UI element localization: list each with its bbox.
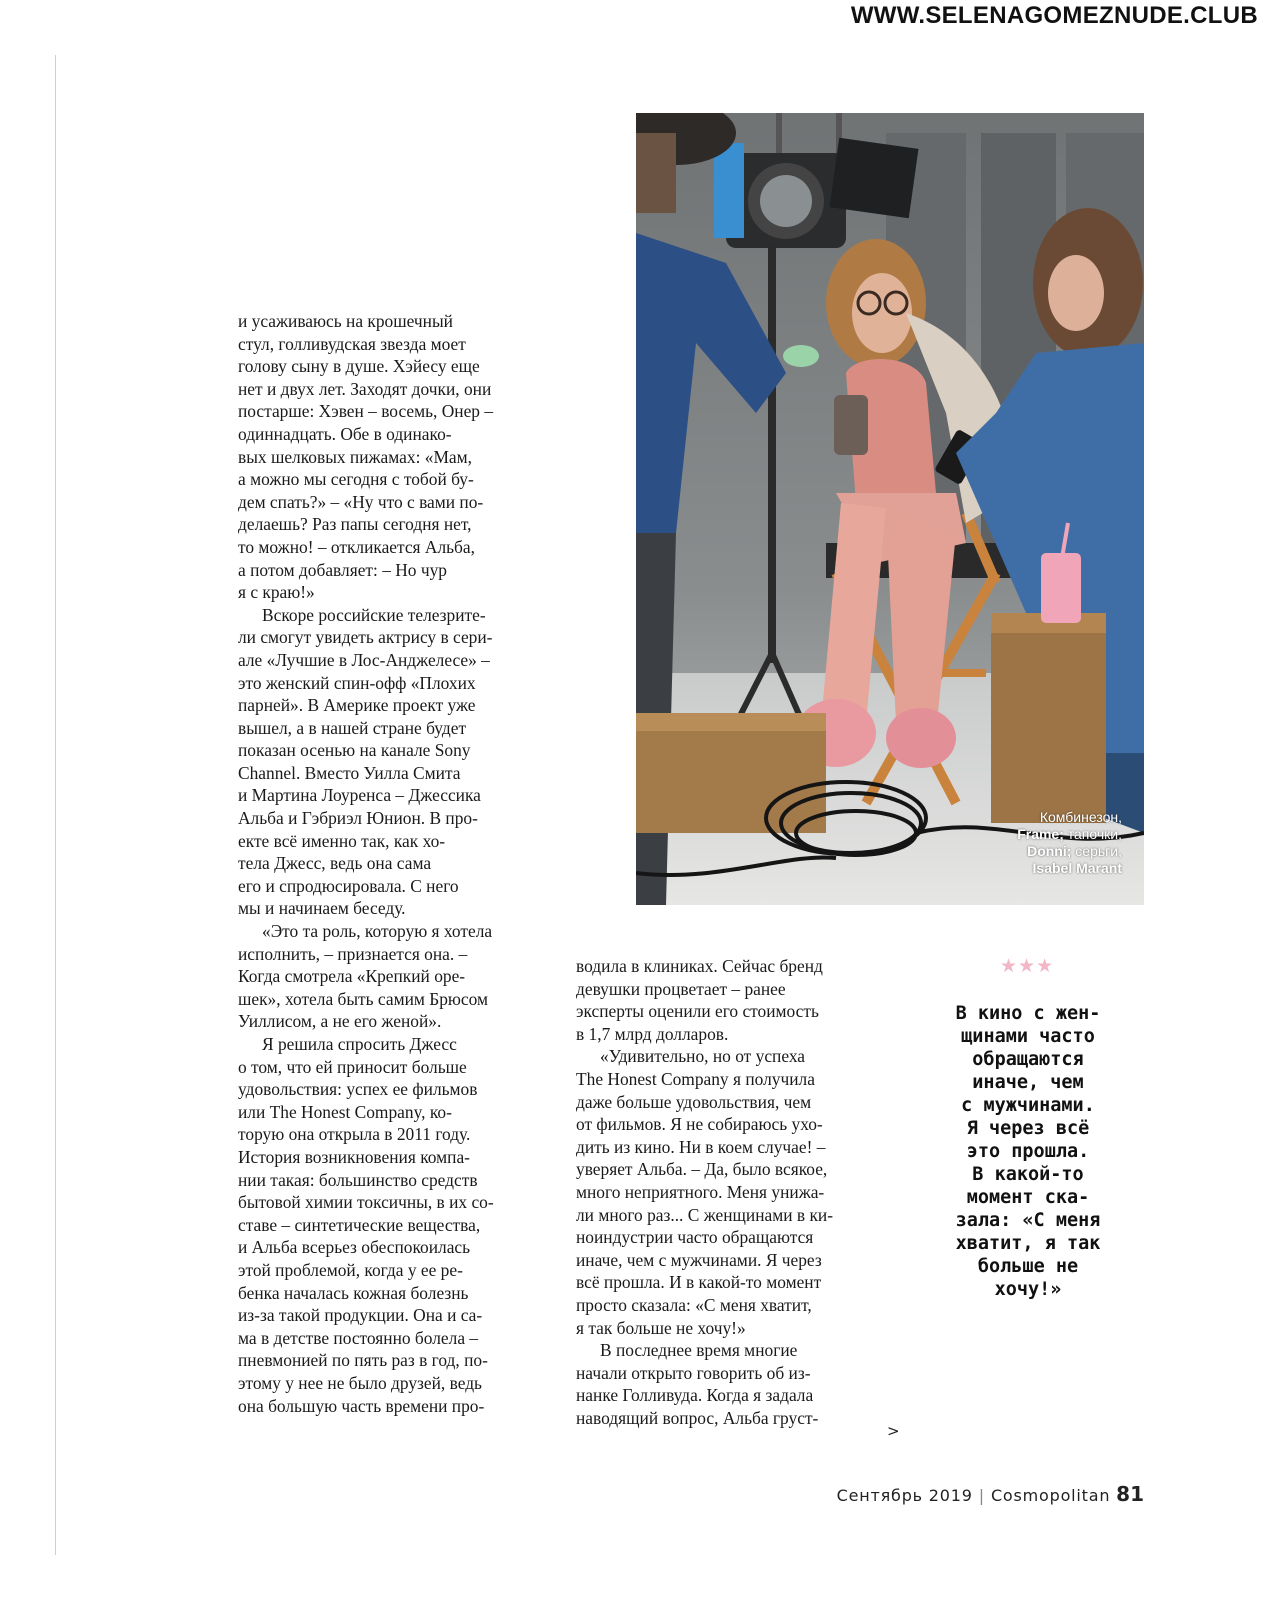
text-line: екте всё именно так, как хо-	[238, 830, 446, 851]
text-line: «Удивительно, но от успеха	[600, 1046, 806, 1067]
text-line: я так больше не хочу!»	[576, 1317, 746, 1338]
text-line: бытовой химии токсичны, в их со-	[238, 1192, 494, 1213]
text-line: а можно мы сегодня с тобой бу-	[238, 469, 474, 490]
text-line: стул, голливудская звезда моет	[238, 333, 466, 354]
text-line: ма в детстве постоянно болела –	[238, 1327, 479, 1348]
paragraph	[576, 955, 886, 1045]
paragraph	[238, 604, 548, 920]
article-column-2	[576, 955, 886, 1429]
text-line: всё прошла. И в какой-то момент	[576, 1272, 822, 1293]
text-line: «Это та роль, которую я хотела	[262, 921, 493, 942]
text-line: ставе – синтетические вещества,	[238, 1214, 481, 1235]
text-line: дем спать?» – «Ну что с вами по-	[238, 491, 484, 512]
pull-quote-line: Я через всё	[966, 1118, 1090, 1139]
pull-quote-line: с мужчинами.	[961, 1095, 1095, 1116]
text-line: вышел, а в нашей стране будет	[238, 717, 467, 738]
page-footer	[837, 1482, 1144, 1506]
text-line: просто сказала: «С меня хватит,	[576, 1294, 812, 1315]
paragraph	[238, 310, 548, 604]
text-line: а потом добавляет: – Но чур	[238, 559, 447, 580]
article-column-1	[238, 310, 548, 1417]
text-line: ли много раз... С женщинами в ки-	[576, 1204, 834, 1225]
watermark: WWW.SELENAGOMEZNUDE.CLUB	[850, 2, 1258, 29]
text-line: то можно! – откликается Альба,	[238, 536, 475, 557]
text-line: дить из кино. Ни в коем случае! –	[576, 1136, 826, 1157]
text-line: The Honest Company я получила	[576, 1068, 815, 1089]
footer-separator: |	[978, 1486, 985, 1505]
text-line: и Альба всерьез обеспокоилась	[238, 1237, 471, 1258]
continue-arrow-icon: >	[887, 1422, 900, 1440]
magazine-name: Cosmopolitan	[990, 1486, 1111, 1505]
text-line: она большую часть времени про-	[238, 1395, 485, 1416]
text-line: нии такая: большинство средств	[238, 1169, 478, 1190]
text-line: и Мартина Лоуренса – Джессика	[238, 785, 481, 806]
text-line: История возникновения компа-	[238, 1146, 470, 1167]
text-line: эксперты оценили его стоимость	[576, 1001, 819, 1022]
text-line: иначе, чем с мужчинами. Я через	[576, 1249, 822, 1270]
pull-quote-line: В какой-то	[972, 1164, 1084, 1185]
text-line: нет и двух лет. Заходят дочки, они	[238, 378, 492, 399]
text-line: даже больше удовольствия, чем	[576, 1091, 812, 1112]
text-line: пневмонией по пять раз в год, по-	[238, 1350, 488, 1371]
text-line: удовольствия: успех ее фильмов	[238, 1079, 478, 1100]
text-line: делаешь? Раз папы сегодня нет,	[238, 514, 472, 535]
pull-quote-line: это прошла.	[966, 1141, 1090, 1162]
paragraph	[238, 1033, 548, 1417]
text-line: Альба и Гэбриэл Юнион. В про-	[238, 808, 478, 829]
text-line: Я решила спросить Джесс	[262, 1034, 457, 1054]
decorative-stars-icon: ★★★	[1000, 955, 1055, 977]
text-line: тела Джесс, ведь она сама	[238, 853, 432, 874]
text-line: шек», хотела быть самим Брюсом	[238, 988, 488, 1009]
text-line: ли смогут увидеть актрису в сери-	[238, 627, 493, 648]
pull-quote-line: обращаются	[972, 1049, 1084, 1070]
text-line: парней». В Америке проект уже	[238, 695, 476, 716]
photo-illustration	[636, 113, 1144, 905]
text-line: водила в клиниках. Сейчас бренд	[576, 956, 823, 976]
text-line: от фильмов. Я не собираюсь ухо-	[576, 1114, 823, 1135]
text-line: и усаживаюсь на крошечный	[238, 311, 453, 331]
text-line: голову сыну в душе. Хэйесу еще	[238, 356, 480, 377]
pull-quote-line: хочу!»	[994, 1279, 1062, 1300]
text-line: о том, что ей приносит больше	[238, 1056, 467, 1077]
text-line: уверяет Альба. – Да, было всякое,	[576, 1159, 828, 1180]
text-line: начали открыто говорить об из-	[576, 1362, 811, 1383]
paragraph	[576, 1339, 886, 1429]
text-line: Когда смотрела «Крепкий оре-	[238, 966, 466, 987]
text-line: из-за такой продукции. Она и са-	[238, 1305, 483, 1326]
text-line: это женский спин-офф «Плохих	[238, 672, 476, 693]
text-line: Вскоре российские телезрите-	[262, 604, 486, 625]
photo-caption: Комбинезон, Frame; тапочки, Donni; серьги, Isabel Marant	[1017, 809, 1122, 876]
pull-quote-line: больше не	[977, 1256, 1079, 1277]
text-line: В последнее время многие	[600, 1340, 798, 1361]
text-line: Уиллисом, а не его женой».	[238, 1011, 442, 1032]
pull-quote-line: щинами часто	[961, 1026, 1095, 1047]
text-line: бенка началась кожная болезнь	[238, 1282, 469, 1303]
pull-quote-line: В кино с жен-	[955, 1003, 1101, 1024]
paragraph	[238, 920, 548, 1033]
text-line: ноиндустрии часто обращаются	[576, 1227, 814, 1248]
text-line: нанке Голливуда. Когда я задала	[576, 1385, 814, 1406]
pull-quote-line: момент ска-	[966, 1187, 1090, 1208]
paragraph	[576, 1045, 886, 1339]
text-line: много неприятного. Меня унижа-	[576, 1181, 825, 1202]
text-line: Channel. Вместо Уилла Смита	[238, 762, 461, 783]
text-line: але «Лучшие в Лос-Анджелесе» –	[238, 649, 490, 670]
text-line: показан осенью на канале Sony	[238, 740, 471, 761]
text-line: этому у нее не было друзей, ведь	[238, 1372, 482, 1393]
text-line: мы и начинаем беседу.	[238, 898, 406, 919]
text-line: постарше: Хэвен – восемь, Онер –	[238, 401, 494, 422]
text-line: вых шелковых пижамах: «Мам,	[238, 446, 472, 467]
text-line: я с краю!»	[238, 582, 315, 603]
issue-date: Сентябрь 2019	[836, 1486, 973, 1505]
pull-quote-line: зала: «С меня	[955, 1210, 1101, 1231]
text-line: наводящий вопрос, Альба груст-	[576, 1407, 819, 1428]
text-line: этой проблемой, когда у ее ре-	[238, 1259, 463, 1280]
text-line: девушки процветает – ранее	[576, 978, 786, 999]
pull-quote	[928, 1002, 1128, 1301]
text-line: в 1,7 млрд долларов.	[576, 1023, 729, 1044]
pull-quote-line: хватит, я так	[955, 1233, 1101, 1254]
text-line: его и спродюсировала. С него	[238, 875, 459, 896]
text-line: торую она открыла в 2011 году.	[238, 1124, 471, 1145]
margin-rule	[55, 55, 56, 1555]
page-number: 81	[1116, 1482, 1144, 1506]
text-line: исполнить, – признается она. –	[238, 943, 468, 964]
article-photo	[636, 113, 1144, 905]
pull-quote-line: иначе, чем	[972, 1072, 1084, 1093]
text-line: одиннадцать. Обе в одинако-	[238, 423, 452, 444]
text-line: или The Honest Company, ко-	[238, 1101, 452, 1122]
